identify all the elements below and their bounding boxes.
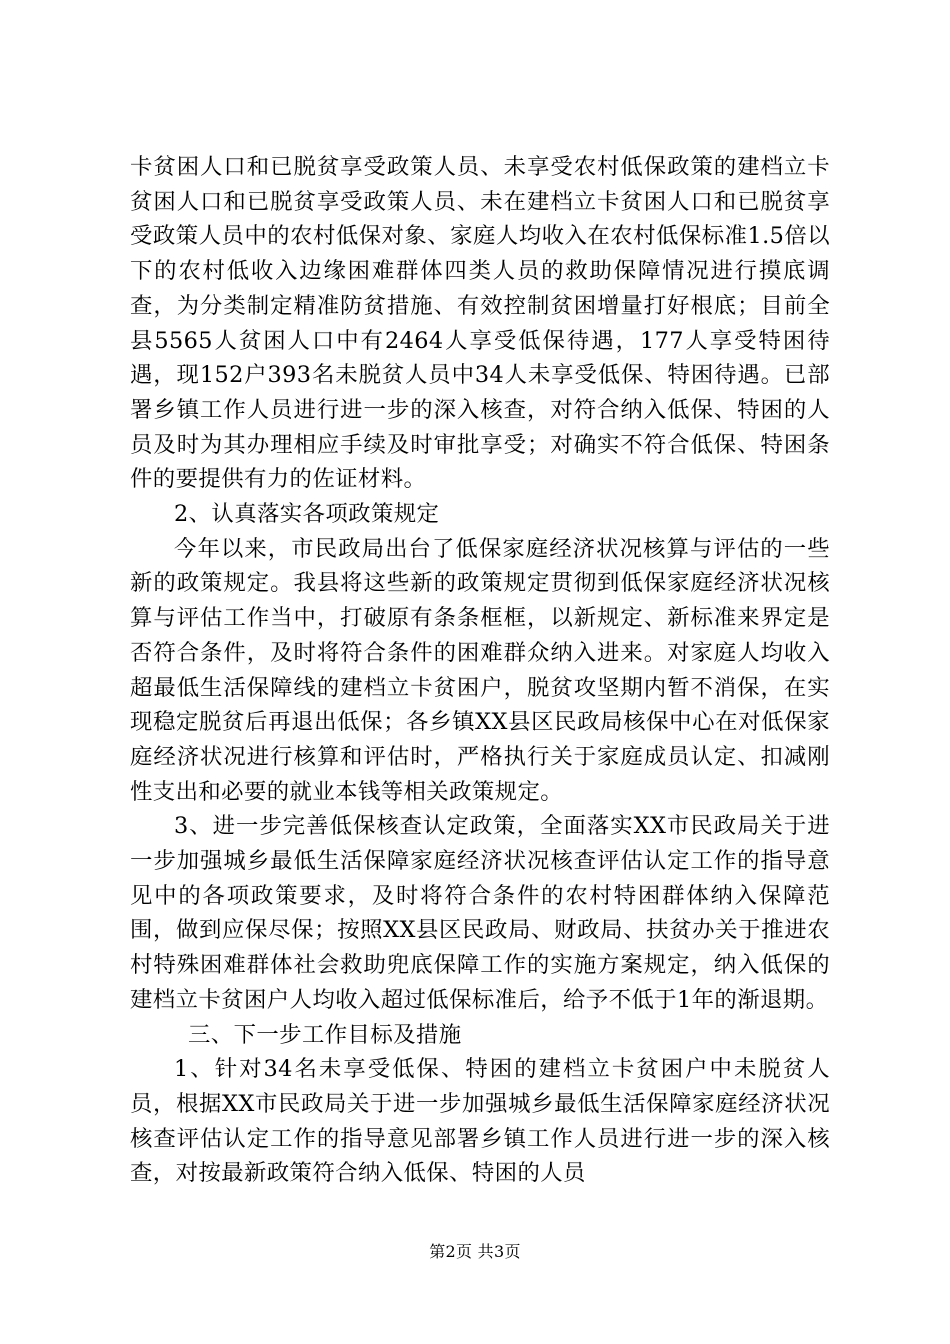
- section-heading-next-steps: 三、下一步工作目标及措施: [188, 1021, 462, 1048]
- paragraph-next-steps: 1、针对34名未享受低保、特困的建档立卡贫困户中未脱贫人员，根据XX市民政局关于进一步加强城乡最低生活保障家庭经济状况核查评估认定工作的指导意见部署乡镇工作人员进行进一步的深入核查，对按最新政策符合纳入低保、特困的人员: [130, 1056, 830, 1187]
- paragraph-verification-policy: 3、进一步完善低保核查认定政策，全面落实XX市民政局关于进一步加强城乡最低生活保障家庭经济状况核查评估认定工作的指导意见中的各项政策要求，及时将符合条件的农村特困群体纳入保障范围，做到应保尽保；按照XX县区民政局、财政局、扶贫办关于推进农村特殊困难群体社会救助兜底保障工作的实施方案规定，纳入低保的建档立卡贫困户人均收入超过低保标准后，给予不低于1年的渐退期。: [130, 813, 830, 1013]
- section-heading-policy: 2、认真落实各项政策规定: [174, 501, 440, 528]
- document-body: [130, 150, 830, 1191]
- paragraph-continuation: 卡贫困人口和已脱贫享受政策人员、未享受农村低保政策的建档立卡贫困人口和已脱贫享受政策人员、未在建档立卡贫困人口和已脱贫享受政策人员中的农村低保对象、家庭人均收入在农村低保标准1.5倍以下的农村低收入边缘困难群体四类人员的救助保障情况进行摸底调查，为分类制定精准防贫措施、有效控制贫困增量打好根底；目前全县5565人贫困人口中有2464人享受低保待遇，177人享受特困待遇，现152户393名未脱贫人员中34人未享受低保、特困待遇。已部署乡镇工作人员进行进一步的深入核查，对符合纳入低保、特困的人员及时为其办理相应手续及时审批享受；对确实不符合低保、特困条件的要提供有力的佐证材料。: [130, 154, 830, 493]
- page-footer: 第2页 共3页: [429, 1242, 521, 1261]
- paragraph-policy-details: 今年以来，市民政局出台了低保家庭经济状况核算与评估的一些新的政策规定。我县将这些新的政策规定贯彻到低保家庭经济状况核算与评估工作当中，打破原有条条框框，以新规定、新标准来界定是否符合条件，及时将符合条件的困难群众纳入进来。对家庭人均收入超最低生活保障线的建档立卡贫困户，脱贫攻坚期内暂不消保，在实现稳定脱贫后再退出低保；各乡镇XX县区民政局核保中心在对低保家庭经济状况进行核算和评估时，严格执行关于家庭成员认定、扣减刚性支出和必要的就业本钱等相关政策规定。: [130, 535, 830, 805]
